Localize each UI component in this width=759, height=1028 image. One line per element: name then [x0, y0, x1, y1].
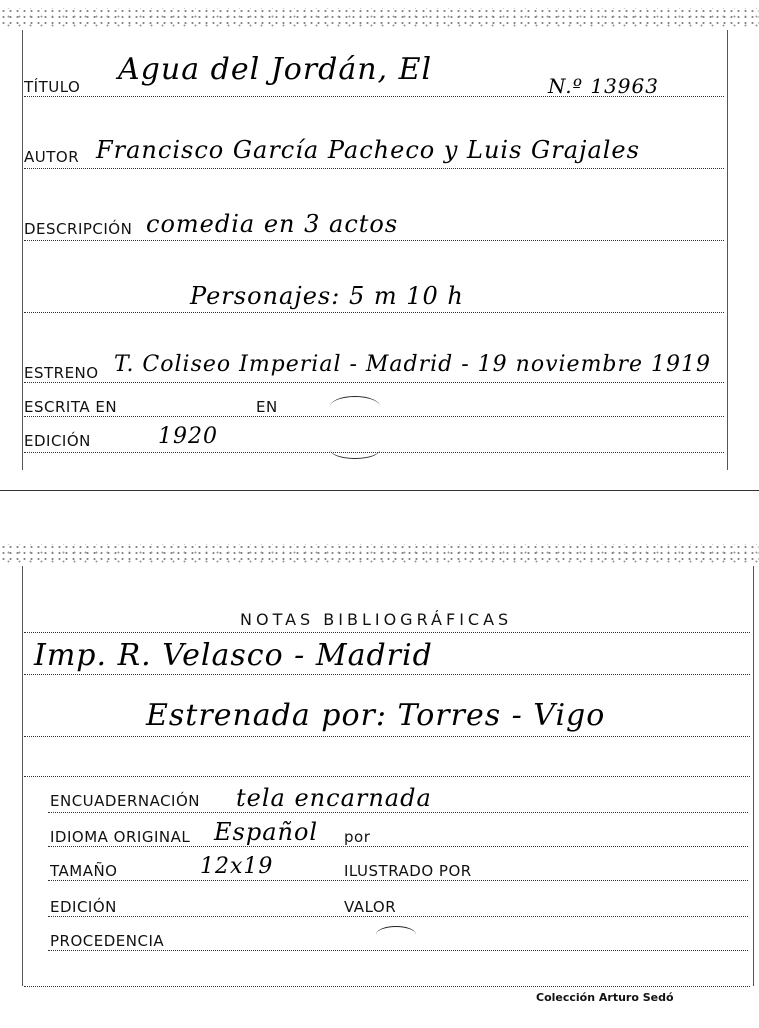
notas-heading: NOTAS BIBLIOGRÁFICAS — [240, 610, 513, 629]
titulo-label: TÍTULO — [24, 78, 81, 96]
note-rule-2 — [24, 736, 750, 737]
titulo-rule — [24, 96, 724, 97]
catalog-card-bottom — [0, 540, 759, 1028]
scan-noise-edge — [0, 544, 759, 564]
encuadernacion-label: ENCUADERNACIÓN — [50, 792, 201, 810]
autor-rule — [24, 168, 724, 169]
tamano-label: TAMAÑO — [50, 862, 118, 880]
descripcion-value: comedia en 3 actos — [146, 210, 399, 238]
catalog-number: N.º 13963 — [548, 74, 659, 98]
bottom-rule — [24, 986, 750, 987]
personajes-value: Personajes: 5 m 10 h — [190, 282, 464, 310]
por-label: por — [344, 828, 371, 846]
note-line-1: Imp. R. Velasco - Madrid — [34, 638, 433, 673]
note-rule-1 — [24, 674, 750, 675]
card-separator — [0, 490, 759, 491]
autor-label: AUTOR — [24, 148, 80, 166]
stamp-arc-bottom — [330, 440, 380, 459]
stamp-arc — [376, 926, 416, 943]
idioma-value: Español — [214, 818, 319, 846]
encuadernacion-rule — [48, 812, 748, 813]
estreno-rule — [24, 382, 724, 383]
catalog-card-top — [0, 0, 759, 500]
edicion-label: EDICIÓN — [50, 898, 117, 916]
tamano-rule — [48, 880, 748, 881]
idioma-label: IDIOMA ORIGINAL — [50, 828, 191, 846]
tamano-value: 12x19 — [200, 854, 274, 879]
estreno-value: T. Coliseo Imperial - Madrid - 19 noviembre 1919 — [114, 352, 712, 377]
edicion-label: EDICIÓN — [24, 432, 91, 450]
procedencia-rule — [48, 950, 748, 951]
descripcion-rule — [24, 240, 724, 241]
en-label: EN — [256, 398, 278, 416]
idioma-rule — [48, 846, 748, 847]
escrita-en-label: ESCRITA EN — [24, 398, 118, 416]
collection-credit: Colección Arturo Sedó — [536, 991, 674, 1004]
encuadernacion-value: tela encarnada — [236, 784, 432, 812]
scan-noise-edge — [0, 8, 759, 28]
valor-label: VALOR — [344, 898, 397, 916]
procedencia-label: PROCEDENCIA — [50, 932, 165, 950]
descripcion-label: DESCRIPCIÓN — [24, 220, 133, 238]
heading-rule — [24, 632, 750, 633]
estreno-label: ESTRENO — [24, 364, 99, 382]
stamp-arc-top — [330, 396, 380, 417]
personajes-rule — [24, 312, 724, 313]
edicion-value: 1920 — [158, 424, 218, 449]
ilustrado-label: ILUSTRADO POR — [344, 862, 472, 880]
blank-rule — [24, 776, 750, 777]
note-line-2: Estrenada por: Torres - Vigo — [146, 698, 606, 733]
edicion-rule — [24, 452, 724, 453]
autor-value: Francisco García Pacheco y Luis Grajales — [96, 136, 640, 164]
edicion-rule — [48, 916, 748, 917]
titulo-value: Agua del Jordán, El — [118, 52, 433, 87]
escrita-rule — [24, 416, 724, 417]
